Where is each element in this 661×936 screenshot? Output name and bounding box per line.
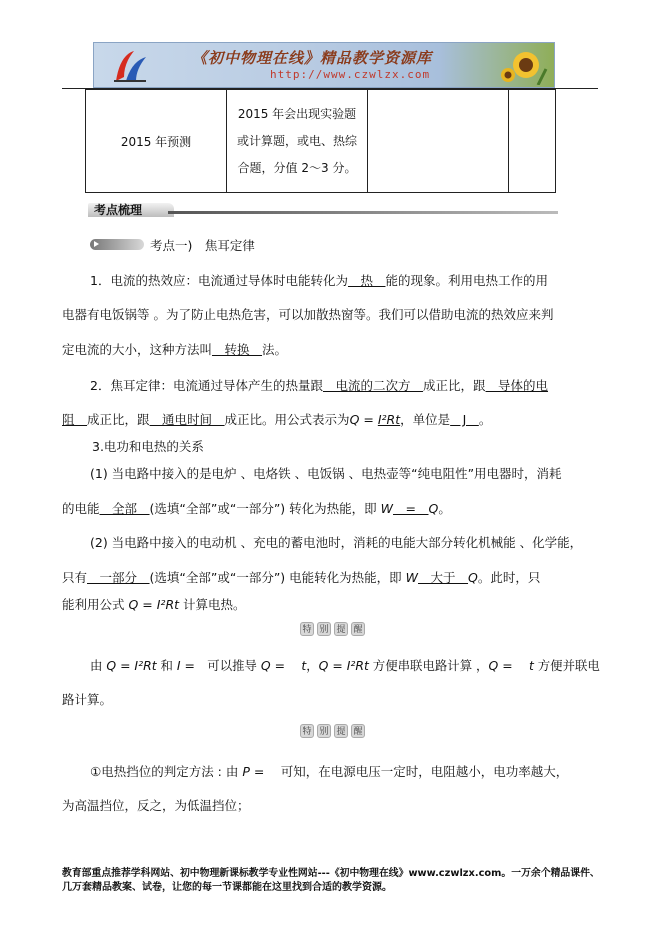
answer-blank: 阻	[62, 412, 88, 427]
description-line: 或计算题，或电、热综	[236, 133, 357, 148]
paragraph-3-1-line-2: 的电能 全部 (选填“全部”或“一部分”) 转化为热能，即 W = Q。	[62, 501, 451, 516]
header-banner	[93, 42, 555, 88]
paragraph-3-2-line-3: 能利用公式 Q = I²Rt 计算电热。	[62, 597, 246, 612]
empty-cell	[509, 90, 556, 193]
answer-blank: 大于	[418, 570, 469, 585]
paragraph-1-line-1: 1．电流的热效应：电流通过导体时电能转化为 热 能的现象。利用电热工作的用	[90, 273, 548, 288]
tip-2-line-1: ①电热挡位的判定方法 : 由 P = 可知，在电源电压一定时，电阻越小，电功率越大，	[90, 764, 569, 779]
paragraph-3-heading: 3.电功和电热的关系	[92, 439, 204, 454]
paragraph-1-line-2: 电器有电饭锅等 。为了防止电热危害，可以加散热窗等。我们可以借助电流的热效应来判	[62, 307, 554, 322]
answer-blank: =	[393, 501, 429, 516]
special-note-badge: 特 别 提 醒	[300, 722, 376, 736]
paragraph-3-1-line-1: (1) 当电路中接入的是电炉 、电烙铁 、电饭锅 、电热壶等“纯电阻性”用电器时，消耗	[90, 466, 562, 481]
tip-1-line-2: 路计算。	[62, 692, 113, 707]
answer-blank: I²Rt	[377, 412, 401, 427]
keypoint-heading: 考点一) 焦耳定律	[150, 238, 255, 253]
section-title: 考点梳理	[88, 203, 174, 217]
paragraph-1-line-3: 定电流的大小，这种方法叫 转换 法。	[62, 342, 288, 357]
answer-blank: 一部分	[87, 570, 150, 585]
answer-blank: 通电时间	[149, 412, 225, 427]
paragraph-2-line-1: 2．焦耳定律：电流通过导体产生的热量跟 电流的二次方 成正比，跟 导体的电	[90, 378, 549, 393]
row-label: 2015 年预测	[120, 134, 192, 149]
sunflower-icon	[498, 49, 550, 85]
empty-cell	[368, 90, 509, 193]
description-cell	[227, 90, 368, 193]
tip-2-line-2: 为高温挡位，反之，为低温挡位；	[62, 798, 250, 813]
paragraph-3-2-line-2: 只有 一部分 (选填“全部”或“一部分”) 电能转化为热能，即 W 大于 Q。此时，只	[62, 570, 541, 585]
prediction-table	[85, 89, 556, 193]
banner-title: 《初中物理在线》精品教学资源库	[192, 49, 433, 67]
row-label-cell	[86, 90, 227, 193]
answer-blank: 电流的二次方	[322, 378, 423, 393]
paragraph-2-line-2: 阻 成正比，跟 通电时间 成正比。用公式表示为Q = I²Rt，单位是 J 。	[62, 412, 492, 427]
tip-1-line-1: 由 Q = I²Rt 和 I = 可以推导 Q = t，Q = I²Rt 方便串联电路计算 ，Q = t 方便并联电	[90, 658, 600, 673]
description-line: 2015 年会出现实验题	[237, 106, 357, 121]
answer-blank: J	[450, 412, 479, 427]
banner-url[interactable]: http://www.czwlzx.com	[270, 68, 431, 81]
paragraph-3-2-line-1: (2) 当电路中接入的电动机 、充电的蓄电池时，消耗的电能大部分转化机械能 、化学能，	[90, 535, 583, 550]
play-marker-icon	[90, 239, 144, 250]
answer-blank: 全部	[99, 501, 150, 516]
footer-line-2: 几万套精品教案、试卷，让您的每一节课都能在这里找到合适的教学资源。	[62, 882, 392, 893]
answer-blank: 转换	[212, 342, 263, 357]
footer-line-1: 教育部重点推荐学科网站、初中物理新课标教学专业性网站---《初中物理在线》www.czwlzx.com。一万余个精品课件、	[62, 868, 600, 879]
answer-blank: 导体的电	[485, 378, 549, 393]
description-line: 合题，分值 2～3 分。	[237, 160, 357, 175]
section-rule	[168, 211, 558, 214]
table-row	[86, 90, 556, 193]
site-logo-icon	[110, 47, 150, 85]
answer-blank: 热	[347, 273, 386, 288]
section-header	[88, 203, 558, 217]
special-note-badge: 特 别 提 醒	[300, 620, 376, 634]
